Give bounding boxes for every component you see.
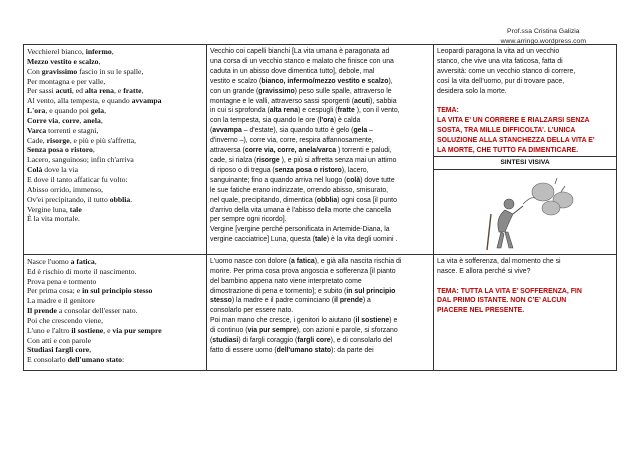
text-line: Per prima cosa; e in sul principio stesso <box>27 286 153 296</box>
text-line: una corsa di un vecchio stanco e malato che finisce con una <box>210 57 394 65</box>
text-line: La vita è sofferenza, dal momento che si <box>437 257 561 265</box>
text-line: Vecchio coi capelli bianchi [La vita umana è paragonata ad <box>210 48 390 55</box>
text-line: d'arrivo della vita umana è l'abisso della morte che cancella <box>210 206 392 214</box>
text-line: Studiasi fargli core, <box>27 345 92 355</box>
text-line: del bambino appena nato viene interpretato come <box>210 277 362 285</box>
walking-cane-icon <box>487 214 491 250</box>
paraphrase-cell <box>207 45 434 255</box>
text-line: Nasce l'uomo a fatica, <box>27 256 97 266</box>
text-line: così la vita dell’uomo, pur di trovare pace, <box>437 77 565 85</box>
theme-text <box>437 106 613 156</box>
text-line: Leopardi paragona la vita ad un vecchio <box>437 48 560 55</box>
text-line: Abisso orrido, immenso, <box>27 184 104 194</box>
old-man-with-sack-illustration <box>465 174 585 252</box>
text-line: E dove il tanto affaticar fu volto: <box>27 174 128 184</box>
text-line: Vergine luna, tale <box>27 204 82 214</box>
text-line: di riposo o di tregua (senza posa o ristoro), lacero, <box>210 166 369 174</box>
text-line: le sue fatiche erano indirizzate, orrendo abisso, smisurato, <box>210 186 389 194</box>
text-line: attraversa (corre via, corre, anela/varca ) torrenti e paludi, <box>210 147 392 155</box>
text-line: Mezzo vestito e scalzo, <box>27 56 101 66</box>
poem-lines <box>27 47 203 224</box>
table-row-stanza-2 <box>24 254 617 370</box>
text-line: fatto di essere uomo (dell'umano stato): da parte dei <box>210 347 374 355</box>
text-line: SOSTA, TRA MILLE DIFFICOLTA’. L’UNICA <box>437 127 576 135</box>
text-line: stanco, che vive una vita faticosa, fatta di <box>437 57 563 65</box>
comment-cell <box>434 45 617 255</box>
text-line: d'inverno –), corre via, corre, respira affannosamente, <box>210 137 374 145</box>
text-line: montagne e le valli, attraverso sassi sporgenti (acuti), sabbia <box>210 97 397 105</box>
comment-text <box>437 47 613 97</box>
text-line: SOLUZIONE ALLA STANCHEZZA DELLA VITA E’ <box>437 137 595 145</box>
text-line: (studiasi) di fargli coraggio (fargli core), e di consolarlo del <box>210 337 393 345</box>
text-line: L'uomo nasce con dolore (a fatica), e già alla nascita rischia di <box>210 257 402 265</box>
text-line: in cui si sprofonda (alta rena) e cespugli (fratte ), con il vento, <box>210 107 400 115</box>
text-line: morire. Per prima cosa prova angoscia e sofferenza [il pianto <box>210 267 396 275</box>
text-line: L'uno e l'altro il sostiene, e via pur sempre <box>27 325 162 335</box>
text-line: Varca torrenti e stagni, <box>27 125 99 135</box>
text-line: LA MORTE, CHE TUTTO FA DIMENTICARE. <box>437 147 578 155</box>
comment-cell <box>434 254 617 370</box>
text-line: Vergine [vergine perché personificata in Artemide-Diana, la <box>210 226 390 234</box>
visual-summary-label: SINTESI VISIVA <box>434 156 616 170</box>
paraphrase-cell <box>207 254 434 370</box>
text-line: avversità: come un vecchio stanco di correre, <box>437 67 576 75</box>
text-line: caduta in un abisso dove dimentica tutto], debole, mal <box>210 67 375 75</box>
text-line: Ov'ei precipitando, il tutto obblia. <box>27 194 133 204</box>
author-name: Prof.ssa Cristina Galizia <box>507 28 580 35</box>
text-line: La madre e il genitore <box>27 296 95 306</box>
text-line: consolarlo per essere nato. <box>210 307 294 315</box>
text-line: Colà dove la via <box>27 165 79 175</box>
text-line: stesso) la madre e il padre cominciano (il prende) a <box>210 297 371 305</box>
text-line: Il prende a consolar dell'esser nato. <box>27 306 138 316</box>
text-line: Ed è rischio di morte il nascimento. <box>27 266 137 276</box>
text-line: cade, si rialza (risorge ), e più si affretta senza mai un attimo <box>210 156 397 164</box>
text-line: Con gravissimo fascio in su le spalle, <box>27 66 144 76</box>
text-line: Vecchierel bianco, infermo, <box>27 47 114 56</box>
heavy-sack-icon <box>532 183 554 201</box>
text-line: Per sassi acuti, ed alta rena, e fratte, <box>27 86 144 96</box>
text-line: nasce. E allora perché si vive? <box>437 267 531 275</box>
text-line: E consolarlo dell'umano stato: <box>27 355 125 365</box>
text-line: nel quale, precipitando, dimentica (obblia) ogni cosa [il punto <box>210 196 397 204</box>
text-line: TEMA: <box>437 107 459 115</box>
text-line: L'ora, e quando poi gela, <box>27 106 107 116</box>
text-line: dimostrazione di pena e tormento]; e subito (in sul principio <box>210 287 396 295</box>
text-line: TEMA: TUTTA LA VITA E’ SOFFERENZA, FIN <box>437 287 582 295</box>
text-line: Corre via, corre, anela, <box>27 115 103 125</box>
text-line: con la tempesta, sia quando le ore (l'ora) è calda <box>210 117 361 125</box>
text-line: Con atti e con parole <box>27 335 92 345</box>
text-line: Senza posa o ristoro, <box>27 145 95 155</box>
text-line: Lacero, sanguinoso; infin ch'arriva <box>27 155 134 165</box>
text-line: di continuo (via pur sempre), con azioni e parole, si sforzano <box>210 327 398 335</box>
text-line: DAL PRIMO ISTANTE. NON C’E’ ALCUN <box>437 297 567 305</box>
text-line: LA VITA E’ UN CORRERE E RIALZARSI SENZA <box>437 117 590 125</box>
poem-text-cell <box>24 254 207 370</box>
text-line: PIACERE NEL PRESENTE. <box>437 307 525 315</box>
comment-text <box>437 257 613 277</box>
text-line: Prova pena e tormento <box>27 276 97 286</box>
text-line: vergine cacciatrice] Luna, questa (tale) è la vita degli uomini . <box>210 236 398 244</box>
text-line: È la vita mortale. <box>27 214 80 224</box>
paraphrase-lines <box>210 47 430 245</box>
website-link[interactable]: www.arringo.wordpress.com <box>500 37 586 45</box>
text-line: Al vento, alla tempesta, e quando avvampa <box>27 96 162 106</box>
text-line: desidera solo la morte. <box>437 87 507 95</box>
table-row-stanza-1 <box>24 45 617 255</box>
text-line: Cade, risorge, e più e più s'affretta, <box>27 135 137 145</box>
text-line: Per montagna e per valle, <box>27 76 106 86</box>
old-man-figure <box>497 199 514 248</box>
text-line: Poi man mano che cresce, i genitori lo aiutano (il sostiene) e <box>210 317 398 325</box>
paraphrase-lines <box>210 257 430 356</box>
text-line: per sempre ogni ricordo]. <box>210 216 287 224</box>
text-line: Poi che crescendo viene, <box>27 315 103 325</box>
poem-text-cell <box>24 45 207 255</box>
text-line: sanguinante; fino a quando arriva nel luogo (colà) dove tutte <box>210 176 395 184</box>
theme-text <box>437 287 613 317</box>
analysis-table <box>23 44 617 371</box>
text-line: (avvampa – d'estate), sia quando tutto è gelo (gela – <box>210 127 373 135</box>
text-line: vestito e scalzo (bianco, infermo/mezzo vestito e scalzo), <box>210 77 393 85</box>
poem-lines <box>27 257 203 365</box>
text-line: con un grande (gravissimo) peso sulle spalle, attraverso le <box>210 87 392 95</box>
